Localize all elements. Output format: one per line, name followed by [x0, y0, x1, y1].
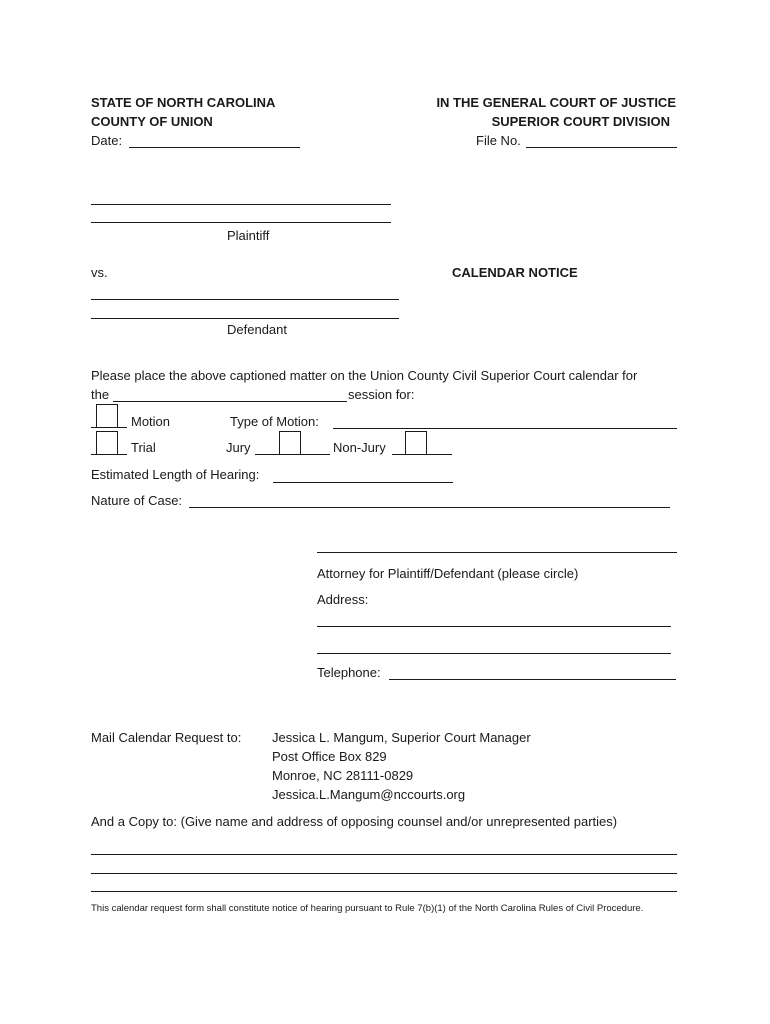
non-jury-checkbox[interactable]: [405, 431, 427, 455]
telephone-label: Telephone:: [317, 665, 381, 680]
file-no-label: File No.: [476, 133, 521, 148]
telephone-field[interactable]: [389, 679, 676, 680]
defendant-name-line-1[interactable]: [91, 299, 399, 300]
request-the: the: [91, 387, 110, 402]
defendant-name-line-2[interactable]: [91, 318, 399, 319]
mail-to-label: Mail Calendar Request to:: [91, 730, 242, 745]
nature-of-case-label: Nature of Case:: [91, 493, 183, 508]
copy-to-line-3[interactable]: [91, 891, 677, 892]
jury-label: Jury: [226, 440, 251, 455]
state-heading: STATE OF NORTH CAROLINA: [91, 95, 276, 110]
type-of-motion-label: Type of Motion:: [230, 414, 319, 429]
session-for-label: session for:: [348, 387, 415, 402]
vs-label: vs.: [91, 265, 108, 280]
plaintiff-name-line-2[interactable]: [91, 222, 391, 223]
mail-line-1: Jessica L. Mangum, Superior Court Manager: [272, 730, 531, 745]
defendant-label: Defendant: [227, 322, 287, 337]
address-line-1[interactable]: [317, 626, 671, 627]
address-label: Address:: [317, 592, 369, 607]
request-intro: Please place the above captioned matter on the Union County Civil Superior Court calendar for: [91, 368, 638, 383]
nature-of-case-field[interactable]: [189, 507, 670, 508]
date-label: Date:: [91, 133, 123, 148]
file-no-field[interactable]: [526, 147, 677, 148]
trial-checkbox[interactable]: [96, 431, 118, 455]
estimated-length-label: Estimated Length of Hearing:: [91, 467, 260, 482]
division-heading: SUPERIOR COURT DIVISION: [491, 114, 670, 129]
jury-checkbox[interactable]: [279, 431, 301, 455]
copy-to-line-2[interactable]: [91, 873, 677, 874]
address-line-2[interactable]: [317, 653, 671, 654]
motion-label: Motion: [131, 414, 171, 429]
copy-to-label: And a Copy to: (Give name and address of opposing counsel and/or unrepresented parties): [91, 814, 618, 829]
type-of-motion-field[interactable]: [333, 428, 677, 429]
county-heading: COUNTY OF UNION: [91, 114, 213, 129]
attorney-label: Attorney for Plaintiff/Defendant (please circle): [317, 566, 579, 581]
footer-note: This calendar request form shall constitute notice of hearing pursuant to Rule 7(b)(1) of the North Carolina Rules of Civil Procedure.: [91, 903, 644, 914]
court-heading: IN THE GENERAL COURT OF JUSTICE: [436, 95, 676, 110]
session-field[interactable]: [113, 401, 347, 402]
motion-checkbox[interactable]: [96, 404, 118, 428]
date-field[interactable]: [129, 147, 300, 148]
calendar-notice-title: CALENDAR NOTICE: [452, 265, 578, 280]
plaintiff-name-line-1[interactable]: [91, 204, 391, 205]
mail-line-2: Post Office Box 829: [272, 749, 387, 764]
trial-label: Trial: [131, 440, 156, 455]
non-jury-label: Non-Jury: [333, 440, 386, 455]
attorney-signature-line[interactable]: [317, 552, 677, 553]
estimated-length-field[interactable]: [273, 482, 453, 483]
copy-to-line-1[interactable]: [91, 854, 677, 855]
mail-email: Jessica.L.Mangum@nccourts.org: [272, 787, 466, 802]
mail-line-3: Monroe, NC 28111-0829: [272, 768, 414, 783]
plaintiff-label: Plaintiff: [227, 228, 270, 243]
